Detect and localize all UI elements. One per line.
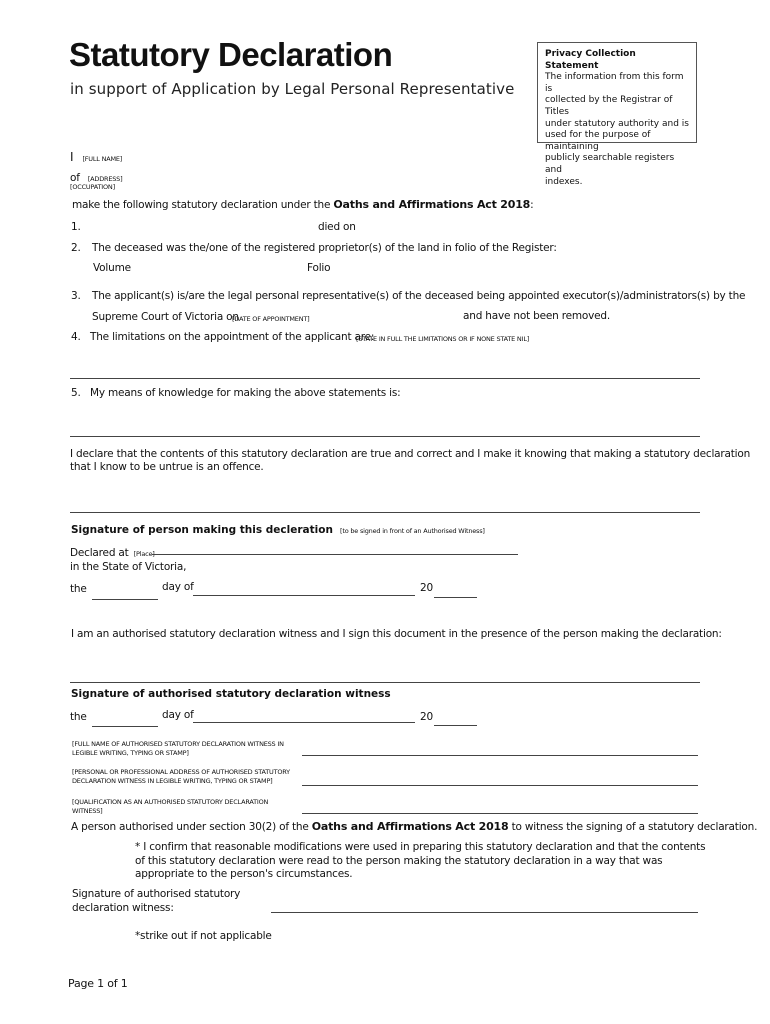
witness-signature-line[interactable] [70, 682, 700, 683]
state-of-victoria: in the State of Victoria, [70, 561, 187, 573]
privacy-line: collected by the Registrar of Titles [545, 95, 673, 117]
witness-qualification-label [72, 798, 268, 816]
authorised-post: to witness the signing of a statutory declaration. [511, 821, 758, 833]
page-title: Statutory Declaration [69, 36, 393, 73]
privacy-line: The information from this form is [545, 72, 684, 94]
item-2-text: The deceased was the/one of the registered proprietor(s) of the land in folio of the Register: [92, 242, 557, 254]
person-signature-note: [to be signed in front of an Authorised Witness] [340, 527, 485, 535]
declared-at-label: Declared at [70, 547, 129, 559]
witness-statement: I am an authorised statutory declaration witness and I sign this document in the presence of the person making the declaration: [71, 628, 722, 640]
item-1-number: 1. [71, 221, 81, 233]
limitations-label[interactable]: [STATE IN FULL THE LIMITATIONS OR IF NONE STATE NIL] [356, 335, 530, 343]
year-prefix: 20 [420, 582, 433, 594]
person-signature-heading: Signature of person making this decleration [71, 524, 333, 536]
witness-month-line[interactable] [193, 722, 415, 723]
full-name-row[interactable] [70, 146, 122, 165]
day-line[interactable] [92, 599, 158, 600]
privacy-line: under statutory authority and is [545, 118, 689, 129]
item-5-text: My means of knowledge for making the above statements is: [90, 387, 401, 399]
strike-note: *strike out if not applicable [135, 930, 272, 942]
declared-at-row [70, 541, 155, 560]
item-3-end: and have not been removed. [463, 310, 610, 322]
i-word: I [70, 150, 74, 164]
declared-at-place-line[interactable] [152, 554, 518, 555]
witness-year-line[interactable] [434, 725, 477, 726]
authorised-pre: A person authorised under section 30(2) of the [71, 821, 309, 833]
of-word: of [70, 172, 80, 184]
witness-fullname-line[interactable] [302, 755, 698, 756]
witness-year-prefix: 20 [420, 711, 433, 723]
witness-address-label-2: DECLARATION WITNESS IN LEGIBLE WRITING, TYPING OR STAMP] [72, 777, 273, 785]
witness-signature-heading: Signature of authorised statutory declaration witness [71, 688, 391, 700]
witness-qualification-label-1: [QUALIFICATION AS AN AUTHORISED STATUTORY DECLARATION [72, 798, 269, 806]
witness-address-line[interactable] [302, 785, 698, 786]
privacy-box [537, 42, 697, 187]
witness-the-label: the [70, 711, 87, 723]
confirm-line-1: * I confirm that reasonable modifications were used in preparing this statutory declaration and that the contents [135, 841, 706, 853]
witness-address-label [72, 768, 290, 786]
volume-label: Volume [93, 262, 131, 274]
make-declaration-line [72, 198, 533, 211]
page-number: Page 1 of 1 [68, 977, 128, 990]
full-name-label: [FULL NAME] [82, 155, 123, 163]
confirm-line-3: appropriate to the person's circumstances. [135, 868, 353, 880]
address-label: [ADDRESS] [87, 175, 123, 183]
witness-day-line[interactable] [92, 726, 158, 727]
privacy-heading: Privacy Collection Statement [545, 49, 636, 71]
day-of-label: day of [162, 581, 194, 593]
item-1-died-on: died on [318, 221, 356, 233]
declaration-line-1: I declare that the contents of this statutory declaration are true and correct and I make it knowing that making a statutory declaration [70, 448, 751, 460]
date-of-appointment-label[interactable]: [DATE OF APPOINTMENT] [232, 315, 310, 323]
privacy-line: indexes. [545, 176, 583, 187]
colon: : [530, 199, 534, 211]
year-line[interactable] [434, 597, 477, 598]
limitations-line[interactable] [70, 378, 700, 379]
witness-sig-line[interactable] [271, 912, 698, 913]
page-subtitle: in support of Application by Legal Personal Representative [70, 80, 515, 98]
person-signature-heading-row [71, 518, 485, 537]
witness-fullname-label-1: [FULL NAME OF AUTHORISED STATUTORY DECLARATION WITNESS IN [72, 740, 284, 748]
folio-label: Folio [307, 262, 331, 274]
confirm-paragraph [135, 841, 705, 882]
means-of-knowledge-line[interactable] [70, 436, 700, 437]
witness-fullname-label-2: LEGIBLE WRITING, TYPING OR STAMP] [72, 749, 189, 757]
witness-fullname-label [72, 740, 284, 758]
item-2-number: 2. [71, 242, 81, 254]
occupation-label[interactable]: [OCCUPATION] [70, 183, 115, 191]
item-3-number: 3. [71, 290, 81, 302]
privacy-line: used for the purpose of maintaining [545, 130, 651, 152]
confirm-line-2: of this statutory declaration were read to the person making the statutory declaration in a way that was [135, 854, 663, 867]
privacy-line: publicly searchable registers and [545, 153, 675, 175]
witness-qualification-line[interactable] [302, 813, 698, 814]
item-5-number: 5. [71, 387, 81, 399]
witness-sig-label-2: declaration witness: [72, 902, 174, 914]
witness-sig-label-1: Signature of authorised statutory [72, 888, 241, 900]
witness-address-label-1: [PERSONAL OR PROFESSIONAL ADDRESS OF AUTHORISED STATUTORY [72, 768, 290, 776]
month-line[interactable] [193, 595, 415, 596]
authorised-act: Oaths and Affirmations Act 2018 [311, 820, 509, 833]
the-label: the [70, 583, 87, 595]
act-name: Oaths and Affirmations Act 2018 [333, 198, 531, 211]
authorised-line [71, 820, 757, 833]
item-4-text: The limitations on the appointment of the applicant are: [90, 331, 375, 343]
item-4-number: 4. [71, 331, 81, 343]
place-label: [Place] [133, 550, 155, 558]
person-signature-line[interactable] [70, 512, 700, 513]
declaration-line-2: that I know to be untrue is an offence. [70, 461, 264, 473]
item-3-text: The applicant(s) is/are the legal personal representative(s) of the deceased being appointed executor(s)/administrators(s) by the [92, 290, 746, 302]
witness-qualification-label-2: WITNESS] [72, 807, 103, 815]
witness-day-of-label: day of [162, 709, 194, 721]
witness-sig-label [72, 887, 240, 915]
item-3-court: Supreme Court of Victoria on [92, 311, 239, 323]
make-text: make the following statutory declaration under the [72, 199, 331, 211]
